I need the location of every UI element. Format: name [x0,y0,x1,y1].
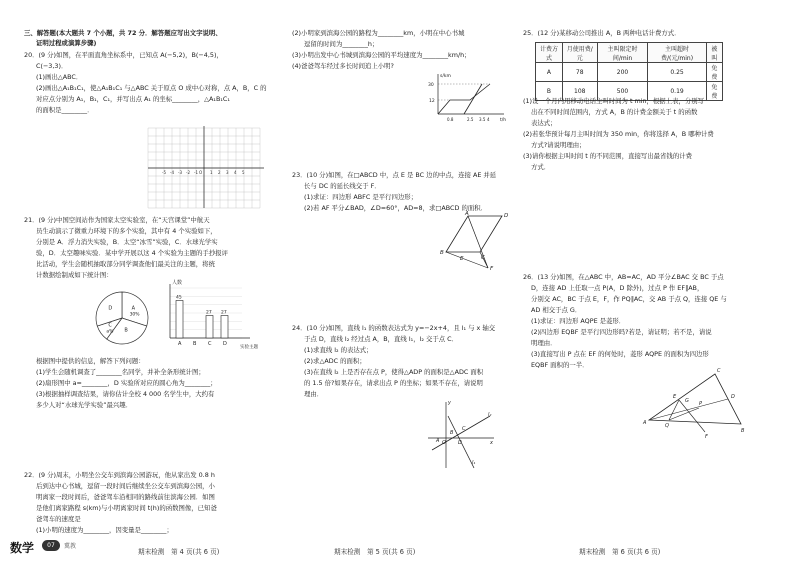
tick-label: 4 [234,170,237,175]
q24-line: (3)在直线 l₂ 上是否存在点 P，使得△ADP 的面积是△ADC 面积 [304,368,484,376]
graph-label: D [458,440,462,446]
tick-label: -1 [194,170,198,175]
q25-part: 方式． [531,163,551,171]
q24-line: 的 1.5 倍?如果存在，请求出点 P 的坐标；如果不存在，请说明 [304,379,483,387]
q25-part: (2)若张华预计每月主叫时间为 350 min，你将选择 A，B 哪种计费 [523,130,714,138]
q20-line: C(−3,3)． [36,62,68,70]
origin-label: O [199,170,203,175]
q21-part: 根据图中提供的信息，解答下列问题： [36,357,145,365]
q21-part: (3)根据抽样调查结果，请你估计全校 4 000 名学生中，大约有 [36,390,215,398]
table-cell: B [536,82,563,101]
table-cell: 200 [597,63,648,82]
q22-line: 后到达中心书城，逗留一段时间后继续坐公交车到滨海公园，小 [36,482,215,490]
bar-value: 27 [206,310,212,316]
category-label: D [223,341,227,347]
table-cell: 108 [562,82,597,101]
q21-line: 计数据绘制成如下统计图： [36,271,113,279]
q21-line: 21．(9 分)中国空间站作为国家太空实验室，在“天宫课堂”中航天 [24,216,210,224]
tick-label: 3 [226,170,229,175]
q21-line: 员生动演示了微重力环境下的多个实验，其中有 4 个实验如下， [36,227,217,235]
pie-label: D [108,305,113,312]
table-header: 主叫限定时间/min [597,43,648,63]
table-header: 被叫 [706,43,722,63]
subject-logo: 数学 [10,541,35,555]
q20-line: (1)画出△ABC． [36,73,83,81]
point-label: E [460,256,464,262]
q26-line: D，连接 AD 上任取一点 P(A，D 除外)，过点 P 作 EF∥AB， [531,284,704,292]
table-cell: 78 [562,63,597,82]
q26-line: (3)直接写出 P 点在 EF 的何处时，菱形 AQPE 的面积为四边形 [531,350,709,358]
point-label: D [504,213,509,219]
x-tick: 3.5 [479,117,486,122]
q23-line: (2)若 AF 平分∠BAD，∠D=60°，AD=8，求□ABCD 的面积． [304,204,488,212]
column-page-6 [523,0,800,565]
q26-line: (2)四边形 EQBF 是平行四边形吗?若是，请证明；若不是，请说 [531,328,712,336]
point-label: Q [665,423,669,429]
q25-part: 表达式； [531,119,557,127]
y-tick: 12 [429,99,435,104]
y-tick: 30 [428,83,434,88]
x-tick: 4 [487,117,490,122]
q25-part: (1)设一个月内用移动电话主叫时间为 t min，根据上表，分别写 [523,97,705,105]
q24-line: 理由． [304,390,324,398]
q26-line: AD 相交于点 G． [531,306,582,314]
q21-part: (2)扇形图中 a=________，D 实验所对应的圆心角为________； [36,379,217,387]
coordinate-grid [148,128,268,208]
segment-PQ [669,408,699,420]
point-label: G [685,398,689,404]
section-title: 三、解答题(本大题共 7 个小题，共 72 分．解答题应写出文字说明、 [24,29,222,37]
point-label: B [741,428,745,434]
q20-line: (2)画出△A₁B₁C₁，使△A₁B₁C₁ 与△ABC 关于原点 O 成中心对称，点 A，B，C 的 [36,84,267,92]
graph-label: A [436,438,440,444]
column-page-4 [0,0,268,565]
q23-line: 23．(10 分)如图，在□ABCD 中，点 E 是 BC 边的中点，连接 AE 并延 [292,171,497,179]
q20-line: 20．(9 分)如图，在平面直角坐标系中，已知点 A(−5,2)，B(−4,5)， [24,51,223,59]
graph-label: l₂ [488,412,492,418]
point-label: F [705,434,708,440]
grade-badge: 07 [42,540,60,551]
category-label: B [193,341,197,347]
graph-label: y [448,400,451,406]
q21-part: 多少人对“水球光学实验”最兴趣． [36,401,133,409]
q25-title: 25．(12 分)某移动公司推出 A，B 两种电话计费方式． [523,29,681,37]
q25-part: (3)请你根据主叫时间 t 的不同范围，直接写出最省钱的计费 [523,152,692,160]
page-footer-5: 期末检测 第 5 页(共 6 页) [334,548,416,556]
point-label: F [490,266,494,272]
line-xiaoming [438,84,490,114]
category-label: C [208,341,212,347]
y-axis-label: s/km [440,74,451,79]
graph-label: B [450,430,454,436]
billing-table [535,42,723,101]
bar-value: 45 [176,295,182,301]
q21-part: (1)学生会随机调查了________名同学，并补全条形统计图； [36,368,205,376]
line-graph-24 [428,398,498,470]
q23-line: (1)求证：四边形 ABFC 是平行四边形； [304,193,418,201]
q21-line: 比活动，学生会随机抽取部分同学调查他们最关注的主题，将统 [36,260,215,268]
point-label: C [481,255,485,261]
q26-line: 26．(13 分)如图，在△ABC 中，AB=AC，AD 平分∠BAC 交 BC 于点 [523,273,724,281]
point-label: B [440,250,444,256]
q20-line: 的面积是________． [36,106,94,114]
function-graph-22 [428,72,508,122]
pie-label: B [124,327,128,334]
q22-part: (2)小明家到滨海公园的路程为________km，小明在中心书城 [292,29,465,37]
x-axis-label: 实验主题 [240,345,258,350]
table-cell: 500 [597,82,648,101]
graph-label: C [462,426,466,432]
bar-chart [160,282,260,348]
page-footer-6: 期末检测 第 6 页(共 6 页) [579,548,661,556]
bar [176,301,183,339]
table-header: 计费方式 [536,43,563,63]
tick-label: 1 [210,170,213,175]
point-label: P [699,401,703,407]
table-cell: 免费 [706,82,722,101]
triangle-figure-26 [643,368,745,440]
q24-line: (2)求△ADC 的面积； [304,357,366,365]
table-cell: 0.25 [648,63,706,82]
q26-line: (1)求证：四边形 AQPE 是菱形． [531,317,626,325]
line-dad [464,84,482,114]
x-tick: 2.5 [467,117,474,122]
bar [206,316,213,339]
q22-line: 爸驾车的速度是 [36,515,81,523]
segment-AF [468,216,488,268]
bar [221,316,228,339]
table-cell: A [536,63,563,82]
tick-label: 2 [218,170,221,175]
q22-line: 明离家一段时间后，爸爸驾车沿相同的路线前往滨海公园．如图 [36,493,215,501]
graph-label: l₁ [472,460,476,466]
q24-line: 于点 D，直线 l₂ 经过点 A，B，直线 l₁，l₂ 交于点 C． [304,335,459,343]
table-cell: 0.19 [648,82,706,101]
pie-percent: a% [106,329,114,335]
tick-label: -4 [170,170,174,175]
table-header: 月使用费/元 [562,43,597,63]
pie-label: C [108,322,112,329]
pie-label: A [131,305,135,312]
x-axis-label: t/h [500,118,507,123]
q25-part: 出在不同时间范围内，方式 A，B 的计费金额关于 t 的函数 [531,108,698,116]
tick-label: 5 [242,170,245,175]
x-tick: 0.8 [447,117,454,122]
graph-label: x [490,440,493,446]
parallelogram [446,216,502,252]
table-row [536,63,723,82]
column-page-5 [268,0,523,565]
point-label: E [673,394,677,400]
q22-part: (4)爸爸驾车经过多长时间追上小明? [292,62,394,70]
y-axis-label: 人数 [172,280,183,286]
q20-line: 对应点分别为 A₁，B₁，C₁，并写出点 A₁ 的坐标________，△A₁B₁C₁ [36,95,230,103]
section-title-2: 证明过程或演算步骤) [36,39,97,47]
q22-line: 22．(9 分)周末，小明坐公交车到滨海公园游玩，他从家出发 0.8 h [24,471,215,479]
q26-line: EQBF 面积的一半． [531,361,589,369]
q21-line: 分别是 A．浮力消失实验，B．太空“冰雪”实验，C．水球光学实 [36,238,218,246]
table-cell: 免费 [706,63,722,82]
q21-line: 验，D．太空趣味实验．某中学开展以这 4 个实验为主题的手抄报评 [36,249,228,257]
pie-chart [92,288,162,348]
point-label: A [465,211,469,217]
q22-part: 逗留的时间为________h； [304,40,379,48]
point-label: A [643,420,647,426]
tick-label: -5 [162,170,166,175]
edition-label: 冀教 [64,543,77,550]
tick-label: -3 [178,170,182,175]
q26-line: 分别交 AC，BC 于点 E，F，作 PQ∥AC，交 AB 于点 Q，连接 QE 与 [531,295,727,303]
q26-line: 明理由． [531,339,557,347]
bar-value: 27 [221,310,227,316]
page-footer-4: 期末检测 第 4 页(共 6 页) [138,548,220,556]
point-label: C [717,368,721,374]
q25-part: 方式?请说明理由； [531,141,586,149]
q22-line: 是他们离家路程 s(km)与小明离家时间 t(h)的函数图像，已知爸 [36,504,217,512]
parallelogram-figure [440,212,510,270]
graph-label: O [442,440,446,446]
q22-part: (3)小明出发中心书城到滨海公园的平均速度为________km/h； [292,51,471,59]
pie-percent: 30% [129,312,140,318]
q24-line: (1)求直线 l₂ 的表达式； [304,346,373,354]
table-header: 主叫超时费/(元/min) [648,43,706,63]
q23-line: 长与 DC 的延长线交于 F． [304,182,381,190]
q24-line: 24．(10 分)如图，直线 l₁ 的函数表达式为 y=−2x+4，且 l₁ 与 x 轴交 [292,324,496,332]
tick-label: -2 [186,170,190,175]
point-label: D [731,394,735,400]
category-label: A [178,341,182,347]
q22-line: (1)小明的速度为________，因变量是________； [36,526,173,534]
